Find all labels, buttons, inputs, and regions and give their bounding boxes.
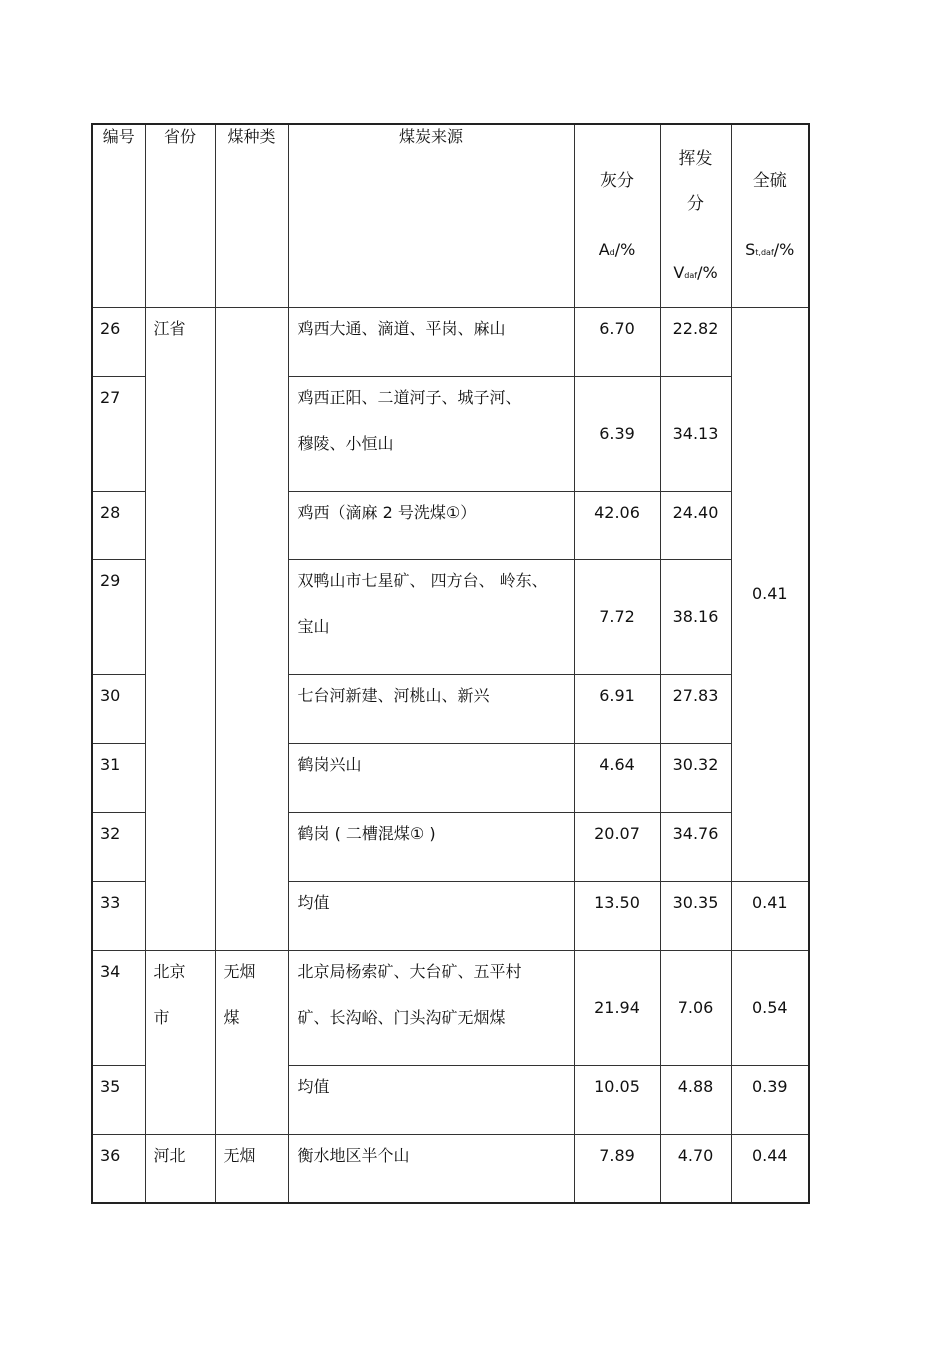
source-cell xyxy=(288,1134,574,1203)
volatile-cell: 22.82 xyxy=(660,307,731,376)
volatile-cell: 4.70 xyxy=(660,1134,731,1203)
ash-cell: 6.91 xyxy=(574,674,660,743)
row-id: 29 xyxy=(92,559,145,674)
coal-type-line: 煤 xyxy=(223,1007,240,1027)
source-line: 矿、长沟峪、门头沟矿无烟煤 xyxy=(297,1007,506,1027)
volatile-cell: 7.06 xyxy=(660,950,731,1065)
source-line: 双鸭山市七星矿、 四方台、 岭东、 xyxy=(297,570,548,590)
ash-cell: 7.72 xyxy=(574,559,660,674)
volatile-cell: 34.13 xyxy=(660,376,731,491)
sulfur-cell: 0.54 xyxy=(731,950,809,1065)
header-id: 编号 xyxy=(92,124,145,307)
header-volatile xyxy=(660,124,731,307)
source-cell xyxy=(288,674,574,743)
source-line: 均值 xyxy=(297,1076,330,1096)
header-ash xyxy=(574,124,660,307)
header-volatile-sub: daf xyxy=(684,270,698,280)
ash-cell: 7.89 xyxy=(574,1134,660,1203)
row-id: 28 xyxy=(92,491,145,559)
row-id: 30 xyxy=(92,674,145,743)
source-line: 鹤岗兴山 xyxy=(297,754,362,774)
source-cell xyxy=(288,376,574,491)
ash-cell: 6.39 xyxy=(574,376,660,491)
row-id: 35 xyxy=(92,1065,145,1134)
ash-cell: 42.06 xyxy=(574,491,660,559)
source-line: 宝山 xyxy=(297,616,330,636)
header-ash-sub: d xyxy=(609,248,615,258)
ash-cell: 6.70 xyxy=(574,307,660,376)
source-cell xyxy=(288,743,574,812)
sulfur-group-cell: 0.41 xyxy=(731,307,809,881)
table-row xyxy=(92,950,809,1065)
ash-cell: 20.07 xyxy=(574,812,660,881)
header-province: 省份 xyxy=(145,124,215,307)
header-volatile-title-1: 挥发 xyxy=(678,148,713,169)
sulfur-cell: 0.41 xyxy=(731,881,809,950)
header-sulfur-unit-line xyxy=(732,242,809,258)
table-row xyxy=(92,307,809,376)
header-volatile-title-2: 分 xyxy=(687,193,704,214)
sulfur-cell: 0.44 xyxy=(731,1134,809,1203)
coal-type-cell: 无烟 xyxy=(215,1134,288,1203)
source-cell xyxy=(288,491,574,559)
ash-cell: 10.05 xyxy=(574,1065,660,1134)
province-cell xyxy=(145,950,215,1134)
source-line: 鸡西正阳、二道河子、城子河、 xyxy=(297,387,522,407)
volatile-cell: 27.83 xyxy=(660,674,731,743)
volatile-cell: 30.32 xyxy=(660,743,731,812)
coal-quality-table xyxy=(91,123,810,1204)
row-id: 31 xyxy=(92,743,145,812)
province-cell: 河北 xyxy=(145,1134,215,1203)
row-id: 32 xyxy=(92,812,145,881)
source-cell xyxy=(288,1065,574,1134)
source-line: 穆陵、小恒山 xyxy=(297,433,394,453)
ash-cell: 21.94 xyxy=(574,950,660,1065)
source-line: 衡水地区半个山 xyxy=(297,1145,410,1165)
header-sulfur-sub: t,daf xyxy=(755,248,774,258)
header-ash-unit-line xyxy=(575,242,660,258)
volatile-cell: 30.35 xyxy=(660,881,731,950)
province-cell: 江省 xyxy=(145,307,215,950)
row-id: 36 xyxy=(92,1134,145,1203)
coal-type-cell xyxy=(215,307,288,950)
header-sulfur-title: 全硫 xyxy=(752,171,787,192)
header-ash-symbol: A xyxy=(598,240,610,260)
header-coal-type: 煤种类 xyxy=(215,124,288,307)
volatile-cell: 38.16 xyxy=(660,559,731,674)
header-sulfur-symbol: S xyxy=(745,240,756,260)
source-line: 鸡西大通、滴道、平岗、麻山 xyxy=(297,318,506,338)
province-line: 北京 xyxy=(153,961,186,981)
coal-type-line: 无烟 xyxy=(223,961,256,981)
header-ash-unit: /% xyxy=(614,240,636,260)
source-cell xyxy=(288,881,574,950)
source-cell xyxy=(288,950,574,1065)
ash-cell: 13.50 xyxy=(574,881,660,950)
header-volatile-symbol: V xyxy=(673,262,685,282)
header-row xyxy=(92,124,809,307)
header-sulfur xyxy=(731,124,809,307)
header-ash-title: 灰分 xyxy=(600,171,634,192)
header-sulfur-unit: /% xyxy=(773,240,795,260)
source-line: 鹤岗 ( 二槽混煤① ) xyxy=(297,823,436,843)
table-row xyxy=(92,1134,809,1203)
row-id: 27 xyxy=(92,376,145,491)
province-line: 市 xyxy=(153,1007,170,1027)
source-line: 均值 xyxy=(297,892,330,912)
source-cell xyxy=(288,812,574,881)
ash-cell: 4.64 xyxy=(574,743,660,812)
volatile-cell: 4.88 xyxy=(660,1065,731,1134)
source-line: 七台河新建、河桃山、新兴 xyxy=(297,685,490,705)
sulfur-cell: 0.39 xyxy=(731,1065,809,1134)
header-source: 煤炭来源 xyxy=(288,124,574,307)
header-volatile-unit: /% xyxy=(697,262,718,282)
coal-type-cell xyxy=(215,950,288,1134)
row-id: 34 xyxy=(92,950,145,1065)
source-line: 鸡西（滴麻 2 号洗煤①） xyxy=(297,502,477,522)
volatile-cell: 24.40 xyxy=(660,491,731,559)
row-id: 26 xyxy=(92,307,145,376)
source-line: 北京局杨索矿、大台矿、五平村 xyxy=(297,961,522,981)
volatile-cell: 34.76 xyxy=(660,812,731,881)
source-cell xyxy=(288,307,574,376)
source-cell xyxy=(288,559,574,674)
header-volatile-unit-line xyxy=(661,262,731,282)
row-id: 33 xyxy=(92,881,145,950)
